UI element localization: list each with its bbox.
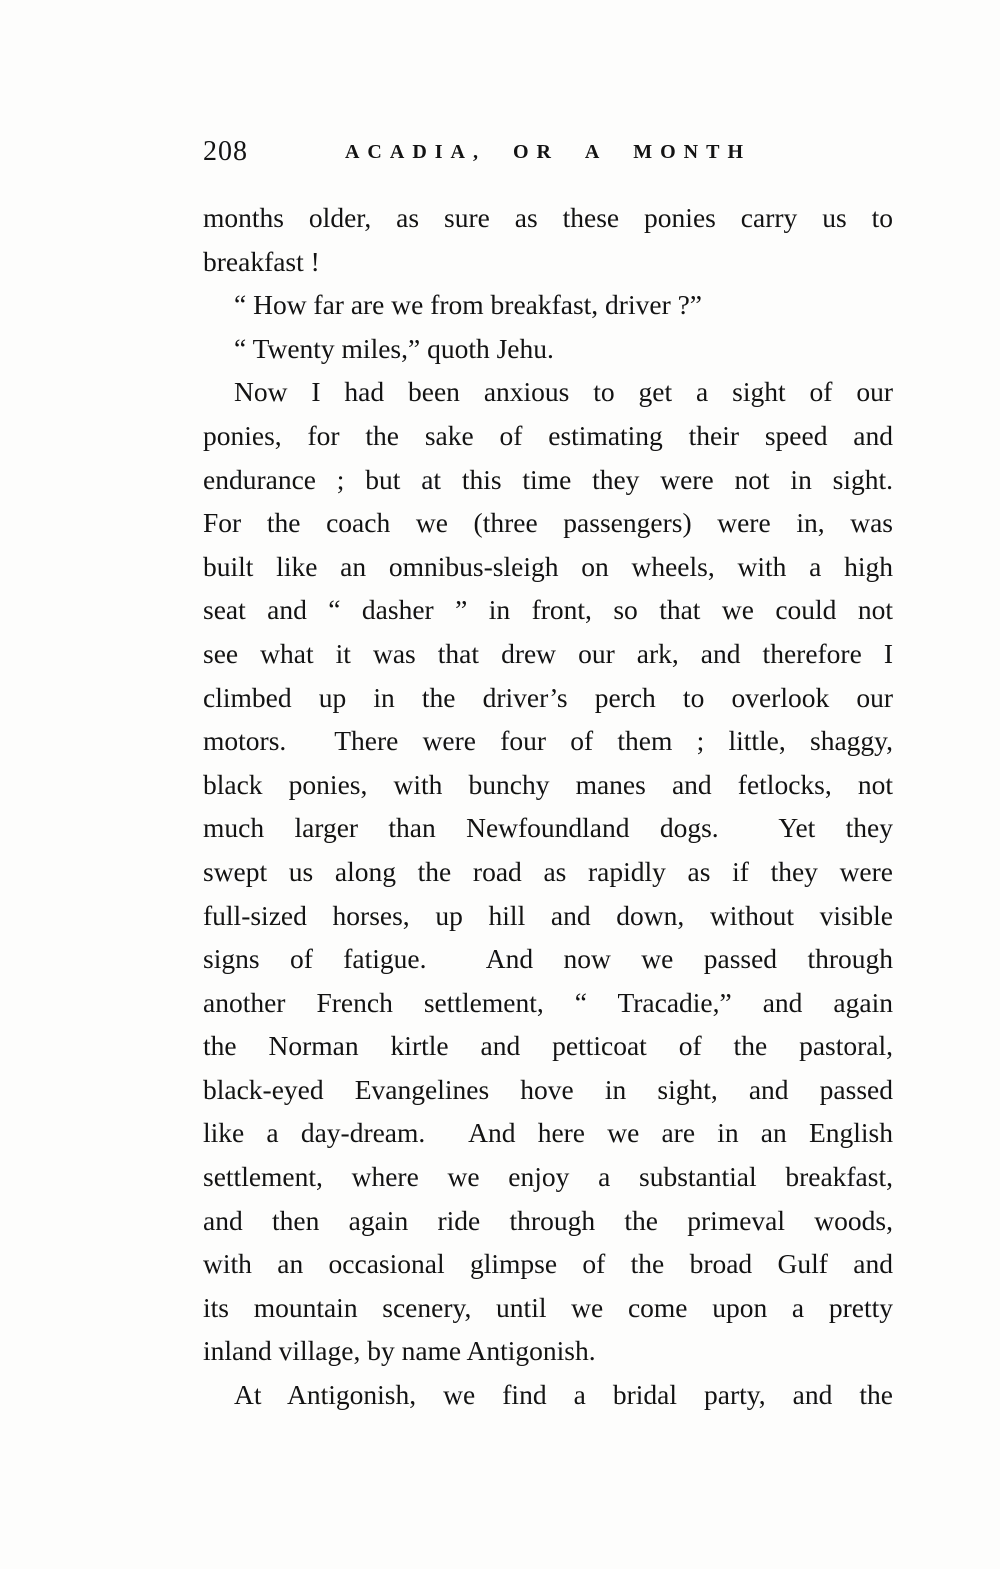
text-line: endurance ; but at this time they were not in sight. — [203, 463, 893, 495]
text-line: climbed up in the driver’s perch to overlook our — [203, 681, 893, 713]
body-text — [203, 196, 893, 1417]
text-line: months older, as sure as these ponies carry us to — [203, 202, 893, 233]
text-line: motors. There were four of them ; little, shaggy, — [203, 725, 893, 757]
text-line: swept us along the road as rapidly as if they were — [203, 855, 893, 887]
text-line: For the coach we (three passengers) were in, was — [203, 507, 893, 539]
text-line: another French settlement, “ Tracadie,” and again — [203, 986, 893, 1018]
text-line: and then again ride through the primeval woods, — [203, 1204, 893, 1236]
text-line: much larger than Newfoundland dogs. Yet they — [203, 812, 893, 844]
text-line: At Antigonish, we find a bridal party, and the — [234, 1379, 893, 1411]
text-line: black ponies, with bunchy manes and fetlocks, not — [203, 768, 893, 800]
text-line: full-sized horses, up hill and down, without visible — [203, 899, 893, 931]
text-line: breakfast ! — [203, 245, 320, 277]
text-line: “ Twenty miles,” quoth Jehu. — [234, 332, 554, 364]
text-line: see what it was that drew our ark, and therefore I — [203, 637, 893, 669]
text-line: Now I had been anxious to get a sight of our — [234, 376, 893, 408]
text-line: like a day-dream. And here we are in an English — [203, 1117, 893, 1149]
text-line: signs of fatigue. And now we passed through — [203, 943, 893, 975]
running-header — [203, 136, 893, 170]
text-line: the Norman kirtle and petticoat of the pastoral, — [203, 1030, 893, 1062]
running-header-title: ACADIA, OR A MONTH — [344, 141, 751, 163]
text-line: seat and “ dasher ” in front, so that we could not — [203, 594, 893, 626]
text-line: “ How far are we from breakfast, driver ?” — [234, 289, 703, 321]
page-number: 208 — [203, 136, 248, 167]
text-line: its mountain scenery, until we come upon a pretty — [203, 1291, 893, 1323]
text-line: ponies, for the sake of estimating their speed and — [203, 419, 893, 451]
text-line: settlement, where we enjoy a substantial breakfast, — [203, 1161, 893, 1193]
text-line: black-eyed Evangelines hove in sight, and passed — [203, 1073, 893, 1105]
text-line: built like an omnibus-sleigh on wheels, with a high — [203, 550, 893, 582]
text-line: inland village, by name Antigonish. — [203, 1335, 596, 1367]
text-line: with an occasional glimpse of the broad Gulf and — [203, 1248, 893, 1280]
